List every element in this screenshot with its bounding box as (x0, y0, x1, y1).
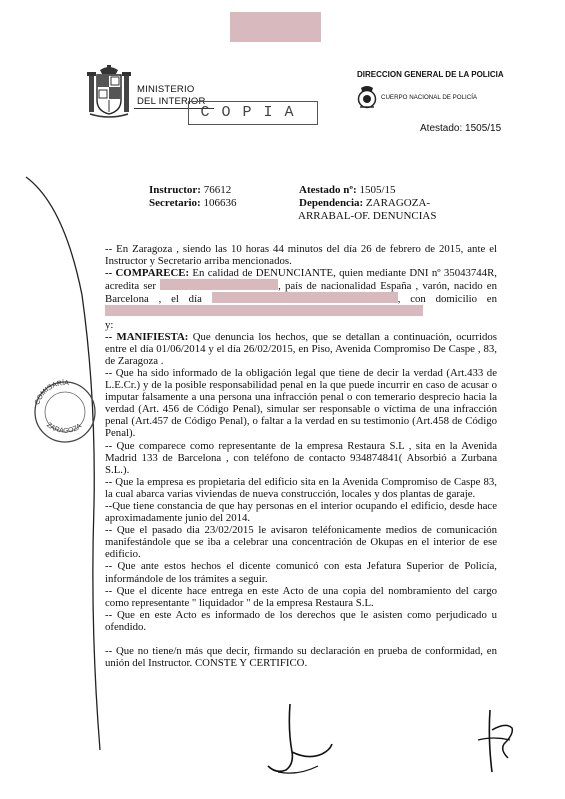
comparece-label: -- COMPARECE: (105, 267, 190, 280)
svg-text:ZARAGOZA (45, 422, 83, 435)
paragraph-closing: -- Que no tiene/n más que decir, firmando su declaración en prueba de conformidad, en unión del Instructor. CONSTE Y CERTIFICO. (105, 645, 497, 670)
comparece-text-a: En calidad de DENUNCIANTE, quien mediante DNI nº 35043744R, acredita ser (105, 267, 498, 293)
comparece-text-b: , país de nacionalidad España , varón, nacido en Barcelona , el día (105, 280, 497, 306)
instructor-info (149, 184, 236, 210)
secretario-value: 106636 (203, 197, 237, 209)
redacted-name (160, 279, 278, 290)
comparece-text-d: y: (105, 318, 114, 331)
police-corps-subtitle: CUERPO NACIONAL DE POLICÍA (381, 94, 478, 101)
atestado-header-label: Atestado: 1505/15 (420, 123, 502, 134)
atestado-number-label: Atestado nº: (299, 184, 357, 196)
stamp-bottom-text: ZARAGOZA (45, 421, 84, 435)
redacted-birthdate (212, 292, 398, 303)
dependencia-label: Dependencia: (299, 197, 364, 209)
paragraph-notice: -- Que el pasado dia 23/02/2015 le avisaron teléfonicamente medios de comunicación manifestándole que se iba a celebrar una concentración de Okupas en el interior de ese edificio. (105, 524, 497, 561)
declaration-body (105, 243, 497, 669)
dependencia-value: ZARAGOZA- (365, 197, 431, 209)
paragraph-opening: -- En Zaragoza , siendo las 10 horas 44 minutos del día 26 de febrero de 2015, ante el Instructor y Secretario arriba mencionados. (105, 243, 497, 268)
police-station-stamp (28, 372, 102, 446)
signature-right (470, 700, 530, 780)
stamp-top-text: COMISARÍA (34, 379, 70, 406)
redacted-address (105, 305, 423, 316)
ministry-line-2: DEL INTERIOR (137, 96, 206, 107)
paragraph-rights: -- Que en este Acto es informado de los derechos que le asisten como perjudicado u ofendido. (105, 608, 497, 633)
paragraph-occupation: --Que tiene constancia de que hay personas en el interior ocupando el edificio, desde hace aproximadamente junio del 2014. (105, 499, 497, 525)
paragraph-legal-warning: -- Que ha sido informado de la obligación legal que tiene de decir la verdad (Art.433 de L.E.Cr.) y de la posible responsabilidad penal en la que puede incurrir en caso de acusar o imputar falsamente a una persona una infracción penal o con temerario desprecio hacia la verdad (Art. 456 de Código Penal), simular ser responsable o víctima de una infracción penal (Art.457 de Código Penal), o faltar a la verdad en su testimonio (Art.458 de Código Penal). (105, 366, 497, 440)
redacted-header-box (230, 12, 321, 42)
atestado-number-value: 1505/15 (359, 184, 396, 196)
secretario-label: Secretario: (149, 197, 201, 209)
police-directorate-title: DIRECCION GENERAL DE LA POLICIA (357, 70, 504, 79)
paragraph-manifiesta (105, 331, 497, 367)
signature-left (248, 700, 338, 780)
paragraph-delivery: -- Que el dicente hace entrega en este Acto de una copia del nombramiento del cargo como representante " liquidador " de la empresa Restaura S.L. (105, 584, 497, 609)
dependencia-value-cont: ARRABAL-OF. DENUNCIAS (298, 210, 437, 222)
ministry-line-1: MINISTERIO (137, 84, 195, 95)
margin-curve-line (24, 175, 104, 755)
copia-stamp: COPIA (188, 101, 318, 125)
coat-of-arms-icon (86, 64, 132, 122)
instructor-label: Instructor: (149, 184, 201, 196)
paragraph-representative: -- Que comparece como representante de la empresa Restaura S.L , sita en la Avenida Madrid 133 de Barcelona , con teléfono de contacto 934874841( Absorbió a Zurbana S.L.). (105, 439, 497, 476)
atestado-info (299, 184, 436, 223)
paragraph-property: -- Que la empresa es propietaria del edificio sita en la Avenida Compromiso de Caspe 83, la cual abarca varias viviendas de nueva construcción, locales y dos plantas de garaje. (105, 475, 497, 500)
instructor-value: 76612 (203, 184, 232, 196)
paragraph-comparece (105, 267, 497, 330)
manifiesta-text: Que denuncia los hechos, que se detallan a continuación, ocurridos entre el día 01/06/2014 y el día 26/02/2015, en Piso, Avenida Compromiso De Caspe , 83, de Zaragoza . (105, 330, 497, 367)
manifiesta-label: -- MANIFIESTA: (105, 330, 189, 343)
paragraph-contact: -- Que ante estos hechos el dicente comunicó con esta Jefatura Superior de Policía, informándole de los trámites a seguir. (105, 560, 497, 585)
comparece-text-c: , con domicilio en (397, 293, 497, 306)
police-badge-icon (357, 84, 377, 110)
